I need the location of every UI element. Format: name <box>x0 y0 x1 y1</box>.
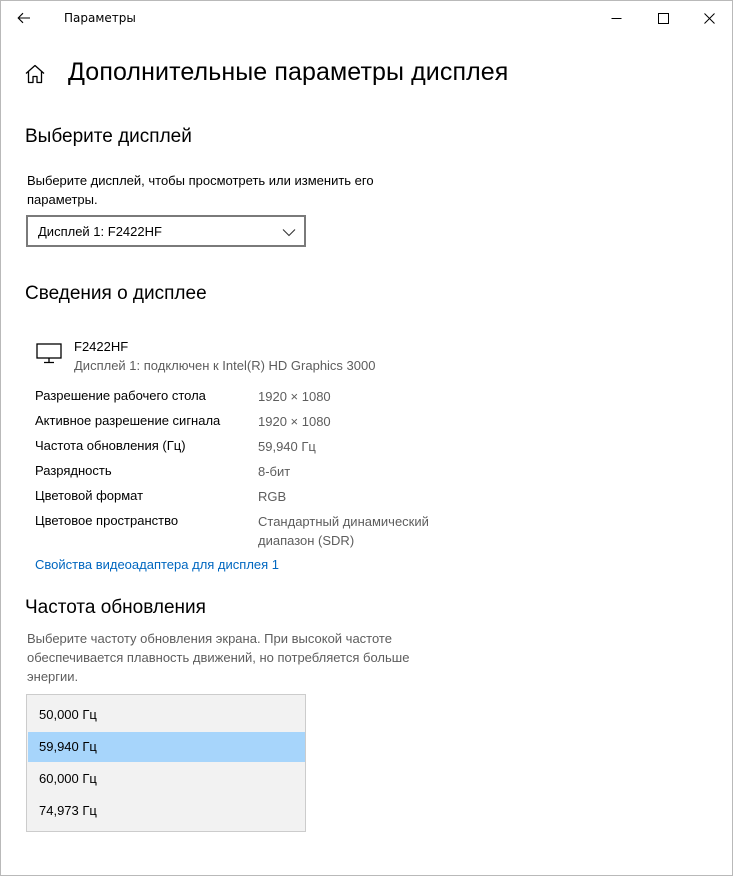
info-value-refresh-rate: 59,940 Гц <box>258 439 316 454</box>
chevron-down-icon <box>282 225 296 239</box>
info-value-color-space: Стандартный динамический диапазон (SDR) <box>258 514 429 548</box>
refresh-rate-option-selected[interactable]: 59,940 Гц <box>28 732 305 762</box>
info-value-desktop-resolution: 1920 × 1080 <box>258 389 331 404</box>
minimize-icon <box>611 13 622 24</box>
refresh-rate-option[interactable]: 74,973 Гц <box>39 803 97 818</box>
info-label-color-format: Цветовой формат <box>35 488 144 503</box>
title-bar <box>1 1 732 35</box>
info-label-active-resolution: Активное разрешение сигнала <box>35 413 221 428</box>
maximize-icon <box>658 13 669 24</box>
page-title: Дополнительные параметры дисплея <box>68 58 509 86</box>
maximize-button[interactable] <box>640 1 686 35</box>
select-display-description: Выберите дисплей, чтобы просмотреть или изменить его параметры. <box>27 173 374 207</box>
home-button[interactable] <box>24 63 48 87</box>
display-select-value: Дисплей 1: F2422HF <box>38 224 162 239</box>
refresh-rate-option[interactable]: 60,000 Гц <box>39 771 97 786</box>
adapter-properties-link[interactable]: Свойства видеоадаптера для дисплея 1 <box>35 557 280 572</box>
info-label-desktop-resolution: Разрешение рабочего стола <box>35 388 206 403</box>
monitor-name: F2422HF <box>74 339 129 354</box>
monitor-icon <box>36 342 62 364</box>
info-value-color-format: RGB <box>258 489 287 504</box>
back-arrow-icon <box>17 12 31 24</box>
monitor-subtitle: Дисплей 1: подключен к Intel(R) HD Graphics 3000 <box>74 358 376 373</box>
display-info-heading: Сведения о дисплее <box>25 283 207 304</box>
refresh-rate-description: Выберите частоту обновления экрана. При высокой частоте обеспечивается плавность движений, но потребляется больше энергии. <box>27 631 410 684</box>
home-icon <box>24 63 46 85</box>
back-button[interactable] <box>7 3 41 33</box>
minimize-button[interactable] <box>593 1 639 35</box>
close-icon <box>704 13 715 24</box>
app-title: Параметры <box>64 11 136 25</box>
refresh-rate-option[interactable]: 50,000 Гц <box>39 707 97 722</box>
select-display-heading: Выберите дисплей <box>25 126 192 147</box>
info-label-refresh-rate: Частота обновления (Гц) <box>35 438 186 453</box>
display-select-dropdown[interactable] <box>26 215 306 247</box>
refresh-rate-heading: Частота обновления <box>25 597 206 618</box>
info-value-active-resolution: 1920 × 1080 <box>258 414 331 429</box>
info-label-bit-depth: Разрядность <box>35 463 112 478</box>
refresh-rate-list <box>26 694 306 832</box>
close-button[interactable] <box>686 1 732 35</box>
info-label-color-space: Цветовое пространство <box>35 513 179 528</box>
info-value-bit-depth: 8-бит <box>258 464 291 479</box>
